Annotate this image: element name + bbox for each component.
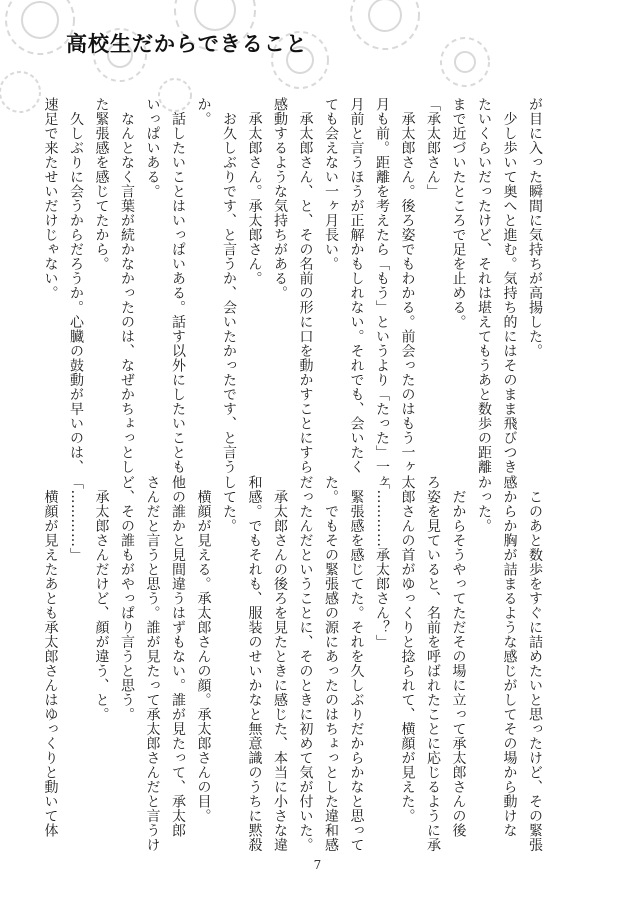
header-title: 高校生だからできること (66, 32, 308, 56)
text-column: た緊張感を感じてたから。 (93, 97, 110, 271)
text-column: 承太郎さんだけど、顔が違う、と。 (93, 475, 110, 722)
text-column: か。 (195, 97, 212, 126)
text-column: お久しぶりです、と言うか、会いたかったです、と言う (221, 97, 237, 474)
text-column: してた。 (221, 475, 237, 533)
text-column: 「…………承太郎さん？」 (374, 475, 390, 649)
text-column: 月も前。距離を考えたら「もう」というより「たった」一ヶ (374, 97, 390, 489)
text-column: 速足で来たせいだけじゃない。 (42, 97, 59, 300)
text-column: 横顔が見える。承太郎さんの顔。承太郎さんの目。 (195, 475, 212, 823)
text-column: が目に入った瞬間に気持ちが高揚した。 (527, 97, 543, 358)
text-column: 和感。でもそれも、服装のせいかなと無意識のうちに黙殺 (246, 475, 263, 852)
text-column: だったんだということに、そのときに初めて気が付いた。 (297, 475, 314, 852)
text-column: このあと数歩をすぐに詰めたいと思ったけど、その緊張 (527, 475, 543, 852)
text-column: 「承太郎さん」 (425, 97, 441, 199)
text-column: さんだと言うと思う。誰が見たって承太郎さんだと言うけ (144, 475, 161, 852)
text-column: 「…………」 (68, 475, 84, 562)
text-column: 感動するような気持ちがある。 (272, 97, 288, 300)
page-number: 7 (313, 858, 322, 872)
text-column: 横顔が見えたあとも承太郎さんはゆっくりと動いて体 (42, 475, 59, 838)
text-column: まで近づいたところで足を止める。 (450, 97, 467, 329)
text-column: ろ姿を見ていると、名前を呼ばれたことに応じるように承 (425, 475, 441, 852)
text-block-top (37, 97, 547, 489)
text-column: たいくらいだったけど、それは堪えてもうあと数歩の距離 (476, 97, 492, 474)
text-column: 少し歩いて奥へと進む。気持ち的にはそのまま飛びつき (501, 97, 518, 474)
text-column: 緊張感を感じてた。それを久しぶりだからかなと思って (348, 475, 365, 852)
text-block-bottom (37, 475, 547, 852)
text-column: 承太郎さん。後ろ姿でもわかる。前会ったのはもう一ヶ (399, 97, 416, 474)
text-column: 月前と言うほうが正解かもしれない。それでも、会いたく (348, 97, 365, 474)
text-column: 話したいことはいっぱいある。話す以外にしたいことも (170, 97, 186, 474)
text-column: かった。 (476, 475, 492, 533)
text-column: た。でもその緊張感の源にあったのはちょっとした違和感 (323, 475, 339, 852)
text-column: なんとなく言葉が続かなかったのは、なぜかちょっとし (119, 97, 135, 474)
text-column: 太郎さんの首がゆっくりと捻られて、横顔が見えた。 (399, 475, 416, 823)
text-column: だからそうやってただその場に立って承太郎さんの後 (450, 475, 467, 838)
text-column: ても会えない一ヶ月長い。 (323, 97, 339, 271)
text-column: 承太郎さん。承太郎さん。 (246, 97, 263, 286)
text-column: ど、その誰もがやっぱり言うと思う。 (119, 475, 135, 722)
text-column: 他の誰かと見間違うはずもない。誰が見たって、承太郎 (170, 475, 186, 838)
text-column: いっぱいある。 (144, 97, 161, 199)
text-column: 感からか胸が詰まるような感じがしてその場から動けな (501, 475, 518, 838)
text-column: 承太郎さん、と、その名前の形に口を動かすことにすら (297, 97, 314, 474)
text-column: 久しぶりに会うからだろうか。心臓の鼓動が早いのは、 (68, 97, 84, 474)
text-column: 承太郎さんの後ろを見たときに感じた、本当に小さな違 (272, 475, 288, 852)
